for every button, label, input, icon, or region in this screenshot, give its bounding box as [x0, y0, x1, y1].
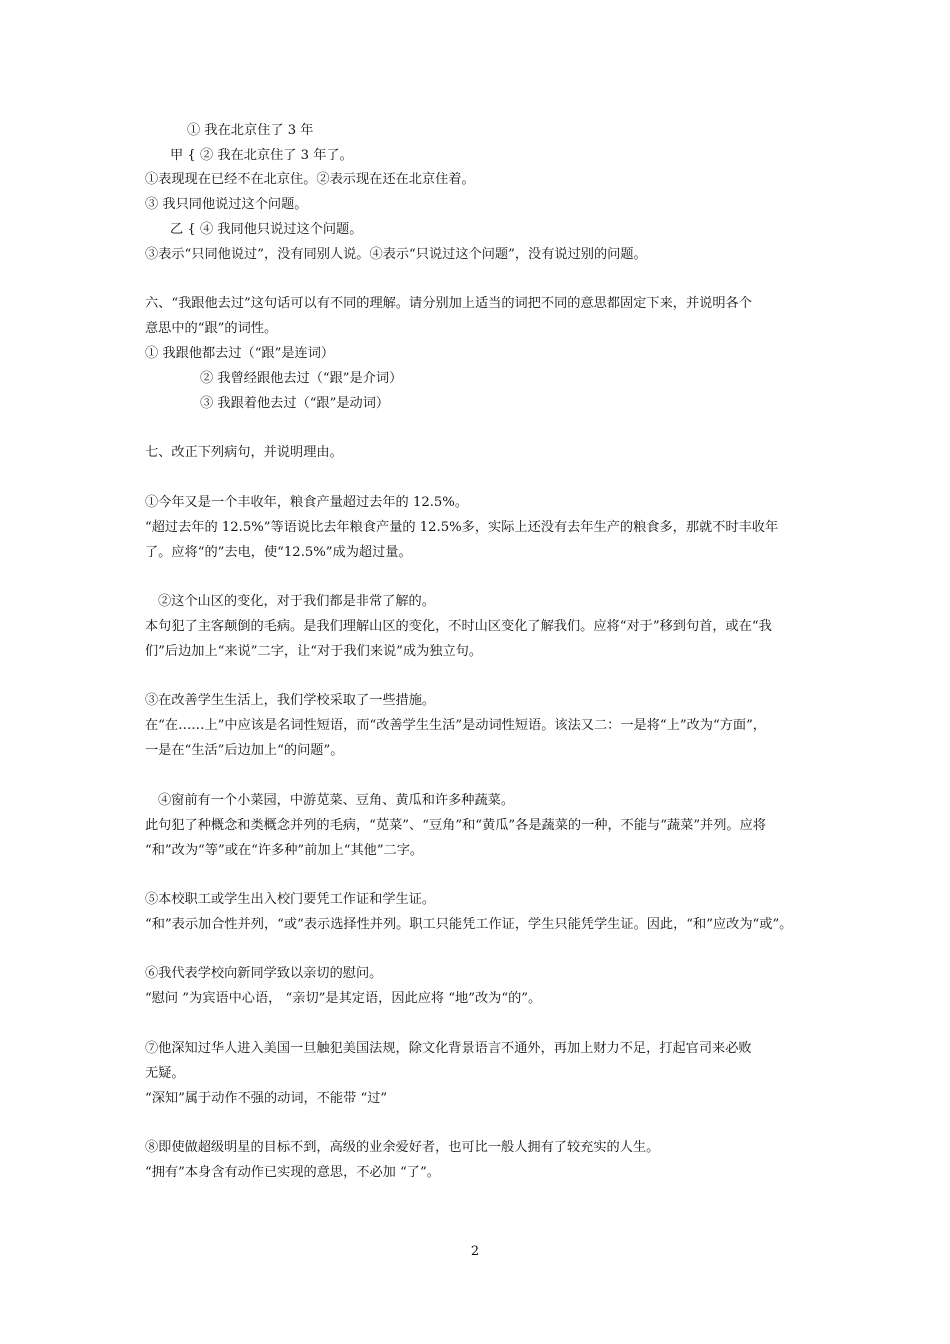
- text-line: ③在改善学生生活上，我们学校采取了一些措施。: [145, 693, 436, 708]
- section-heading: 六、“我跟他去过”这句话可以有不同的理解。请分别加上适当的词把不同的意思都固定下来，并说明各个: [145, 296, 752, 311]
- text-line: 此句犯了种概念和类概念并列的毛病，“苋菜”、“豆角”和“黄瓜”各是蔬菜的一种，不能与“蔬菜”并列。应将: [145, 818, 766, 833]
- text-line: ② 我曾经跟他去过（“跟”是介词）: [200, 371, 403, 386]
- text-line: ①今年又是一个丰收年，粮食产量超过去年的 12.5%。: [145, 495, 469, 510]
- text-line: 们”后边加上“来说”二字，让“对于我们来说”成为独立句。: [145, 644, 483, 659]
- text-line: 一是在“生活”后边加上“的问题”。: [145, 743, 344, 758]
- text-line: “和”表示加合性并列，“或”表示选择性并列。职工只能凭工作证，学生只能凭学生证。因此，“和”应改为“或”。: [145, 917, 793, 932]
- text-line: ②这个山区的变化，对于我们都是非常了解的。: [158, 594, 435, 609]
- text-line: ④窗前有一个小菜园，中游苋菜、豆角、黄瓜和许多种蔬菜。: [158, 793, 515, 808]
- text-line: 甲 { ② 我在北京住了 3 年了。: [170, 148, 353, 163]
- text-line: 意思中的“跟”的词性。: [145, 321, 278, 336]
- text-line: ③ 我跟着他去过（“跟”是动词）: [200, 396, 390, 411]
- text-line: ⑥我代表学校向新同学致以亲切的慰问。: [145, 966, 383, 981]
- text-line: ⑦他深知过华人进入美国一旦触犯美国法规，除文化背景语言不通外，再加上财力不足，打起官司来必败: [145, 1041, 752, 1056]
- text-line: ① 我在北京住了 3 年: [187, 123, 314, 138]
- text-line: ③表示“只同他说过”，没有同别人说。④表示“只说过这个问题”，没有说过别的问题。: [145, 247, 647, 262]
- text-line: ① 我跟他都去过（“跟”是连词）: [145, 346, 335, 361]
- page-number: 2: [470, 1244, 480, 1259]
- text-line: 无疑。: [145, 1066, 185, 1081]
- text-line: “超过去年的 12.5%”等语说比去年粮食产量的 12.5%多，实际上还没有去年生产的粮食多，那就不时丰收年: [145, 520, 779, 535]
- text-line: ③ 我只同他说过这个问题。: [145, 197, 308, 212]
- text-line: ⑤本校职工或学生出入校门要凭工作证和学生证。: [145, 892, 436, 907]
- text-line: 在“在……上”中应该是名词性短语，而“改善学生生活”是动词性短语。该法又二：一是将“上”改为“方面”，: [145, 718, 766, 733]
- section-heading: 七、改正下列病句，并说明理由。: [145, 445, 343, 460]
- text-line: “拥有”本身含有动作已实现的意思，不必加 “了”。: [145, 1165, 440, 1180]
- text-line: “深知”属于动作不强的动词，不能带 “过”: [145, 1091, 388, 1106]
- text-line: 了。应将“的”去电，使“12.5%”成为超过量。: [145, 545, 412, 560]
- text-line: 乙 { ④ 我同他只说过这个问题。: [170, 222, 363, 237]
- text-line: “和”改为“等”或在“许多种”前加上“其他”二字。: [145, 843, 424, 858]
- text-line: “慰问 ”为宾语中心语， “亲切”是其定语，因此应将 “地”改为“的”。: [145, 991, 542, 1006]
- text-line: ⑧即使做超级明星的目标不到，高级的业余爱好者，也可比一般人拥有了较充实的人生。: [145, 1140, 660, 1155]
- text-line: 本句犯了主客颠倒的毛病。是我们理解山区的变化，不时山区变化了解我们。应将“对于”移到句首，或在“我: [145, 619, 772, 634]
- text-line: ①表现现在已经不在北京住。②表示现在还在北京住着。: [145, 172, 475, 187]
